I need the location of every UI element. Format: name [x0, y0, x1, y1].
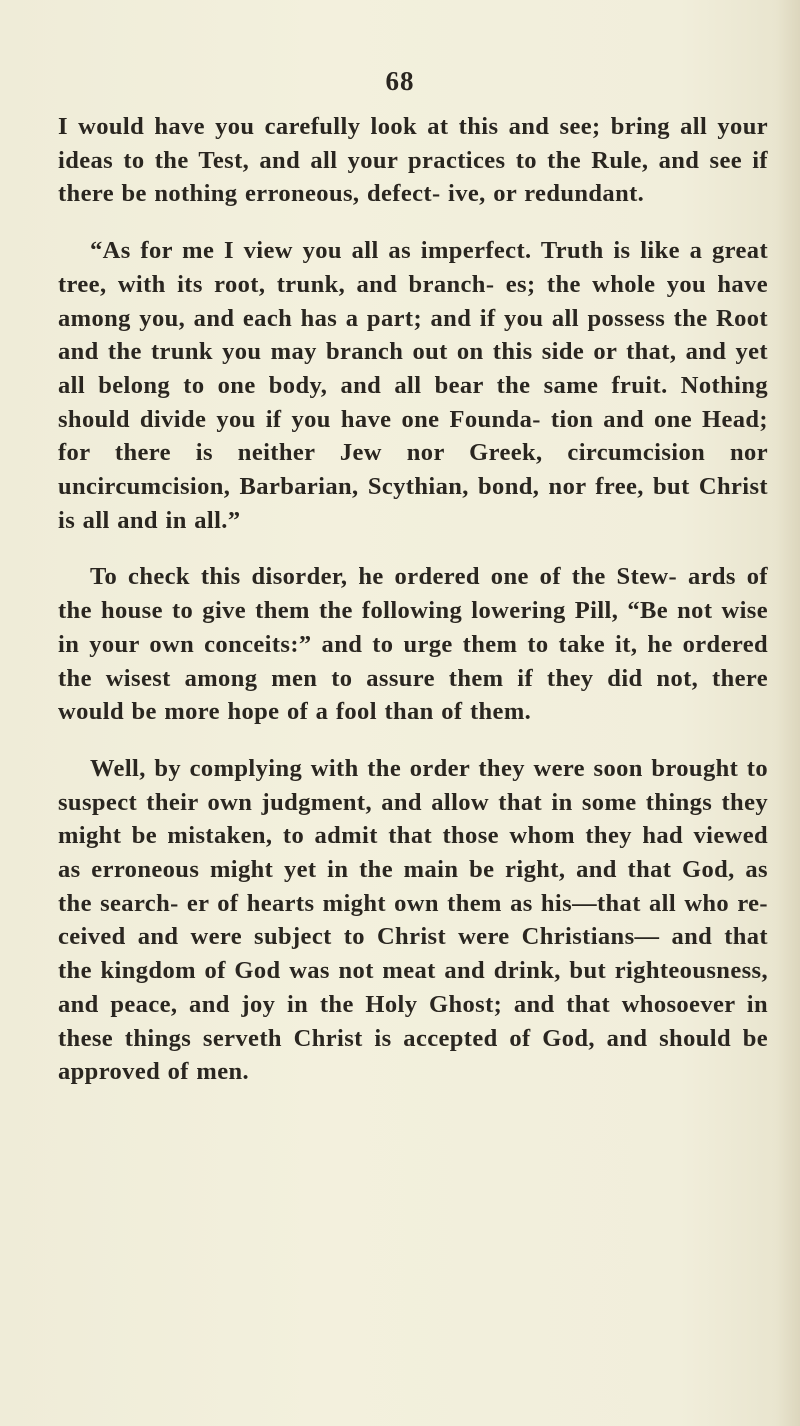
paragraph-4: Well, by complying with the order they were soon brought to suspect their own judgment, and allow that in some things they might be mistaken, to admit that those whom they had viewed as erroneous might yet in the main be right, and that God, as the search- er of hearts might own them as his—that all who re- ceived and were subject to Christ were Christians— and that the kingdom of God was not meat and drink, but righteousness, and peace, and joy in the Holy Ghost; and that whosoever in these things serveth Christ is accepted of God, and should be approved of men.: [58, 754, 768, 1086]
page-number: 68: [385, 66, 415, 96]
paragraph-2: “As for me I view you all as imperfect. Truth is like a great tree, with its root, trunk, and branch- es; the whole you have among you, and each has a part; and if you all possess the Root and the trunk you may branch out on this side or that, and yet all belong to one body, and all bear the same fruit. Nothing should divide you if you have one Founda- tion and one Head; for there is neither Jew nor Greek, circumcision nor uncircumcision, Barbarian, Scythian, bond, nor free, but Christ is all and in all.”: [58, 237, 768, 534]
body-text: [58, 110, 768, 1089]
paragraph-3: To check this disorder, he ordered one of the Stew- ards of the house to give them the following lowering Pill, “Be not wise in your own conceits:” and to urge them to take it, he ordered the wisest among men to assure them if they did not, there would be more hope of a fool than of them.: [58, 563, 768, 726]
paragraph-1: I would have you carefully look at this and see; bring all your ideas to the Test, and all your practices to the Rule, and see if there be nothing erroneous, defect- ive, or redundant.: [58, 113, 768, 208]
